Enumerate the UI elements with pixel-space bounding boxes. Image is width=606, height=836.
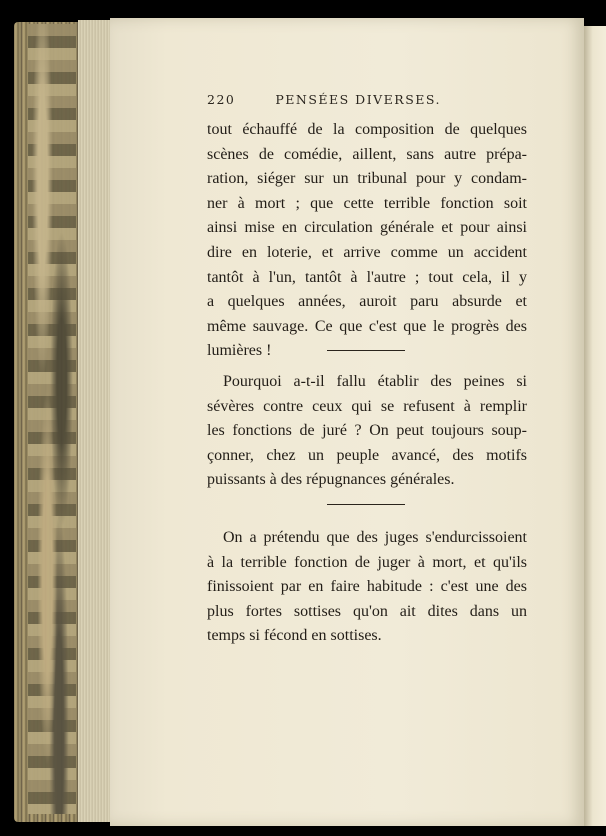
text-line: scènes de comédie, aillent, sans autre prépa- xyxy=(207,145,527,163)
text-line: dire en loterie, et arrive comme un accident xyxy=(207,243,527,261)
text-line: finissoient par en faire habitude : c'est une des xyxy=(207,578,527,596)
text-line: ner à mort ; que cette terrible fonction soit xyxy=(207,194,527,212)
paragraph-3 xyxy=(207,526,527,649)
running-head-title: PENSÉES DIVERSES. xyxy=(275,92,441,107)
text-line: çonner, chez un peuple avancé, des motifs xyxy=(207,446,527,464)
text-line: a quelques années, auroit paru absurde et xyxy=(207,293,527,311)
text-line: puissants à des répugnances générales. xyxy=(207,471,455,489)
text-line: On a prétendu que des juges s'endurcissoient xyxy=(223,529,527,546)
page-stack-edges xyxy=(78,20,114,822)
facing-page-edge xyxy=(584,26,606,826)
text-line: Pourquoi a-t-il fallu établir des peines si xyxy=(223,373,527,390)
paragraph-2 xyxy=(207,370,527,493)
text-line: les fonctions de juré ? On peut toujours soup- xyxy=(207,422,527,440)
text-line: temps si fécond en sottises. xyxy=(207,627,382,645)
text-line: même sauvage. Ce que c'est que le progrès des xyxy=(207,317,527,335)
running-header xyxy=(207,92,447,107)
text-line: ration, siéger sur un tribunal pour y condam- xyxy=(207,170,527,188)
text-line: tout échauffé de la composition de quelques xyxy=(207,121,527,138)
text-line: sévères contre ceux qui se refusent à remplir xyxy=(207,397,527,415)
text-line: tantôt à l'un, tantôt à l'autre ; tout cela, il y xyxy=(207,268,527,286)
section-divider xyxy=(327,504,405,505)
section-divider xyxy=(327,350,405,351)
text-line: à la terrible fonction de juger à mort, et qu'ils xyxy=(207,553,527,571)
paragraph-1 xyxy=(207,118,527,364)
page-number: 220 xyxy=(207,92,236,107)
text-line: ainsi mise en circulation générale et pour ainsi xyxy=(207,219,527,237)
text-line: lumières ! xyxy=(207,342,272,360)
text-line: plus fortes sottises qu'on ait dites dans un xyxy=(207,602,527,620)
marbled-endpaper xyxy=(28,24,76,814)
